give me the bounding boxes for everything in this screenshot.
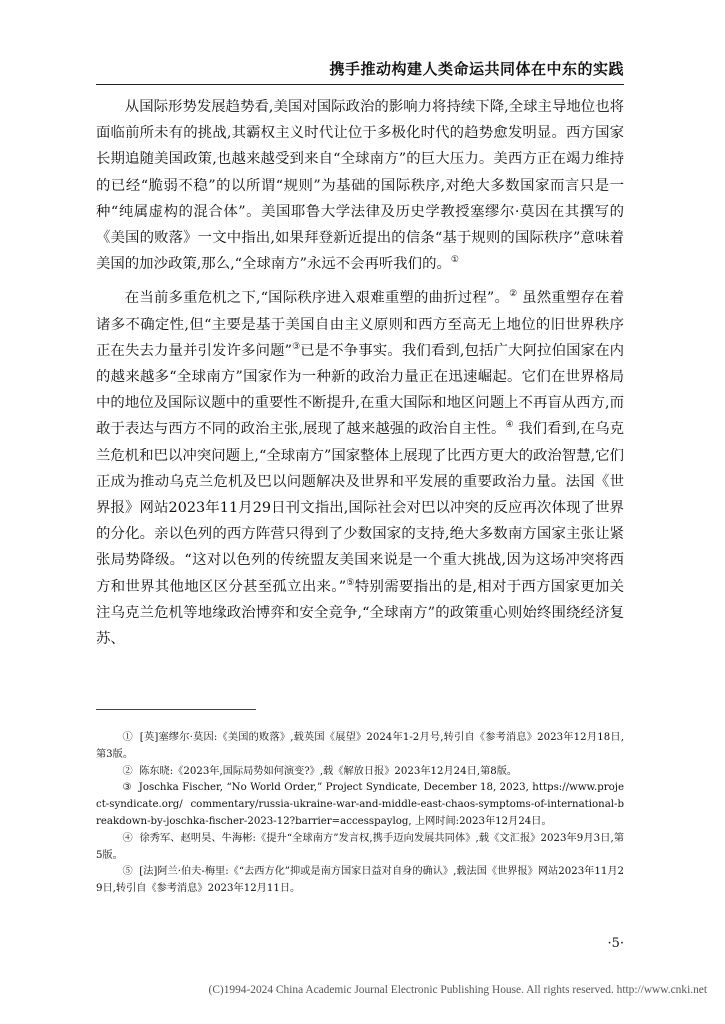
- footnote-text: [法]阿兰·伯夫-梅里:《“去西方化”抑或是南方国家日益对自身的确认》,载法国《世界报》网站2023年11月29日,转引自《参考消息》2023年12月11日。: [96, 866, 625, 895]
- page-number: ·5·: [607, 936, 624, 951]
- footnote-mark: ①: [122, 732, 133, 743]
- footnote-3: [96, 780, 624, 830]
- header-rule: [96, 84, 624, 85]
- footnotes: [96, 730, 624, 898]
- footnote-separator: [96, 709, 256, 710]
- footnote-ref-4[interactable]: ④: [505, 420, 514, 431]
- footnote-5: [96, 864, 624, 898]
- footnote-ref-5[interactable]: ⑤: [346, 577, 355, 588]
- paragraph-2: [96, 285, 624, 652]
- main-body: [96, 94, 624, 652]
- footnote-4: [96, 831, 624, 865]
- footnote-ref-3[interactable]: ③: [291, 342, 301, 353]
- paragraph-text: 我们看到,在乌克兰危机和巴以冲突问题上,“全球南方”国家整体上展现了比西方更大的政治智慧,它们正成为推动乌克兰危机及巴以问题解决及世界和平发展的重要政治力量。法国《世界报》网站2023年11月29日刊文指出,国际社会对巴以冲突的反应再次体现了世界的分化。亲以色列的西方阵营只得到了少数国家的支持,绝大多数南方国家主张让紧张局势降级。“这对以色列的传统盟友美国来说是一个重大挑战,因为这场冲突将西方和世界其他地区区分甚至孤立出来。”: [96, 421, 624, 595]
- paragraph-1: [96, 94, 624, 277]
- footnote-mark: ③: [122, 782, 132, 794]
- footnote-2: [96, 764, 624, 781]
- paragraph-text: 从国际形势发展趋势看,美国对国际政治的影响力将持续下降,全球主导地位也将面临前所未有的挑战,其霸权主义时代让位于多极化时代的趋势愈发明显。西方国家长期追随美国政策,也越来越受到来自“全球南方”的巨大压力。美西方正在竭力维持的已经“脆弱不稳”的以所谓“规则”为基础的国际秩序,对绝大多数国家而言只是一种“纯属虚构的混合体”。美国耶鲁大学法律及历史学教授塞缪尔·莫因在其撰写的《美国的败落》一文中指出,如果拜登新近提出的信条“基于规则的国际秩序”意味着美国的加沙政策,那么,“全球南方”永远不会再听我们的。: [96, 99, 624, 273]
- footnote-mark: ⑤: [122, 866, 133, 878]
- footnote-ref-1[interactable]: ①: [450, 255, 459, 266]
- paragraph-text: 在当前多重危机之下,“国际秩序进入艰难重塑的曲折过程”。: [124, 290, 510, 307]
- paragraph-text: 虽然重塑存在着诸多不确定性,但“主要是基于美国自由主义原则和西方至高无上地位的旧世界秩序正在失去力量并引发许多问题”: [96, 290, 624, 359]
- copyright-line: (C)1994-2024 China Academic Journal Electronic Publishing House. All rights reserved. http://www.cnki.net: [208, 984, 707, 996]
- paragraph-text: 特别需要指出的是,相对于西方国家更加关注乌克兰危机等地缘政治博弈和安全竞争,“全球南方”的政策重心则始终围绕经济复苏、: [96, 578, 624, 648]
- footnote-1: [96, 730, 624, 764]
- footnote-text: Joschka Fischer, “No World Order,” Project Syndicate, December 18, 2023, https://www.project-syndicate.org/ commentary/russia-ukraine-war-and-middle-east-chaos-symptoms-of-international-breakdown-by-joschka-fischer-2023-12?barrier=accesspaylog, 上网时间:2023年12月24日。: [96, 782, 624, 827]
- footnote-mark: ②: [122, 765, 133, 777]
- footnote-text: 陈东晓:《2023年,国际局势如何演变?》,载《解放日报》2023年12月24日,第8版。: [139, 765, 518, 777]
- footnote-text: 徐秀军、赵明昊、牛海彬:《提升“全球南方”发言权,携手迈向发展共同体》,载《文汇报》2023年9月3日,第5版。: [96, 832, 625, 861]
- running-header: 携手推动构建人类命运共同体在中东的实践: [329, 60, 624, 78]
- footnote-mark: ④: [122, 832, 133, 844]
- footnote-ref-2[interactable]: ②: [509, 289, 518, 300]
- paragraph-text: 已是不争事实。我们看到,包括广大阿拉伯国家在内的越来越多“全球南方”国家作为一种新的政治力量正在迅速崛起。它们在世界格局中的地位及国际议题中的重要性不断提升,在重大国际和地区问题上不再盲从西方,而敢于表达与西方不同的政治主张,展现了越来越强的政治自主性。: [96, 342, 624, 438]
- footnote-text: [英]塞缪尔·莫因:《美国的败落》,载英国《展望》2024年1-2月号,转引自《参考消息》2023年12月18日,第3版。: [96, 732, 624, 760]
